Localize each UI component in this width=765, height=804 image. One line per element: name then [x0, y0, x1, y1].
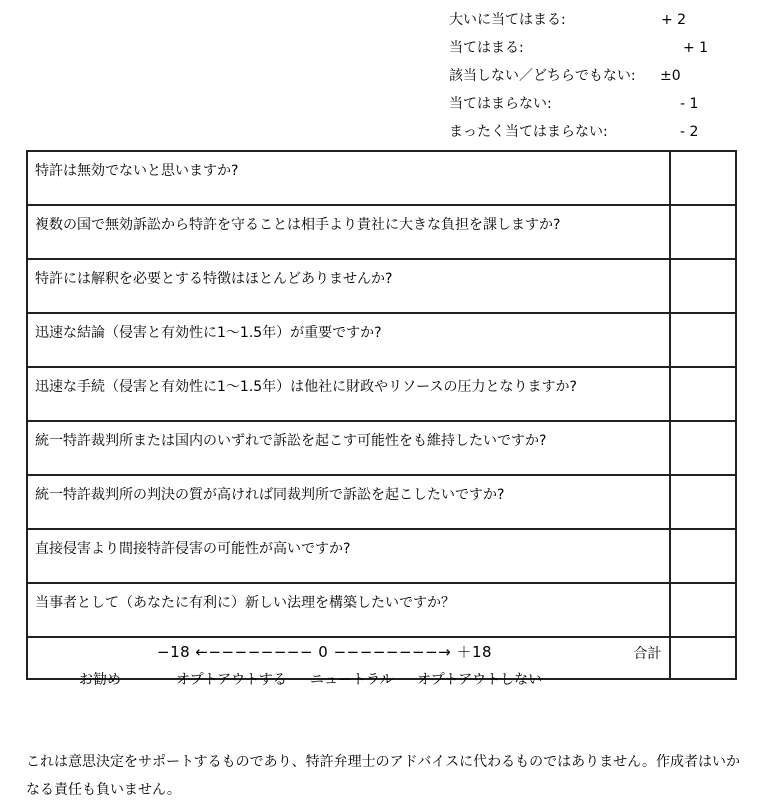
legend-label: 当てはまる: [449, 40, 524, 56]
score-cell[interactable] [670, 151, 736, 205]
question-text: 特許は無効でないと思いますか? [27, 151, 670, 205]
legend-value: + 1 [683, 40, 709, 56]
question-text: 迅速な結論（侵害と有効性に1～1.5年）が重要ですか? [27, 313, 670, 367]
table-row [27, 205, 736, 259]
legend-value: - 1 [680, 96, 699, 112]
opt-out-label: オプトアウトする [176, 672, 287, 688]
question-text: 統一特許裁判所または国内のいずれで訴訟を起こす可能性をも維持したいですか? [27, 421, 670, 475]
legend-value: ±0 [660, 68, 681, 84]
legend-label: 大いに当てはまる: [449, 12, 566, 28]
score-cell[interactable] [670, 583, 736, 637]
question-text: 直接侵害より間接特許侵害の可能性が高いですか? [27, 529, 670, 583]
total-label: 合計 [27, 637, 670, 679]
legend-label: 該当しない／どちらでもない: [449, 68, 636, 84]
score-cell[interactable] [670, 205, 736, 259]
no-opt-out-label: オプトアウトしない [417, 672, 543, 688]
score-cell[interactable] [670, 475, 736, 529]
score-cell[interactable] [670, 421, 736, 475]
table-row [27, 475, 736, 529]
recommendation-label: お勧め [79, 672, 121, 688]
scale-axis: −18 ←−−−−−−−− 0 −−−−−−−−→ ＋18 [157, 643, 493, 661]
neutral-label: ニュートラル [310, 672, 394, 688]
table-row [27, 421, 736, 475]
question-text: 複数の国で無効訴訟から特許を守ることは相手より貴社に大きな負担を課しますか? [27, 205, 670, 259]
disclaimer: これは意思決定をサポートするものであり、特許弁理士のアドバイスに代わるものではありません。作成者はいかなる責任も負いません。 [26, 754, 740, 798]
score-cell[interactable] [670, 313, 736, 367]
question-text: 迅速な手続（侵害と有効性に1～1.5年）は他社に財政やリソースの圧力となりますか? [27, 367, 670, 421]
legend-value: - 2 [680, 124, 699, 140]
table-row [27, 529, 736, 583]
legend-value: + 2 [661, 12, 687, 28]
score-cell[interactable] [670, 529, 736, 583]
table-row [27, 367, 736, 421]
table-row [27, 151, 736, 205]
questionnaire-table [26, 150, 737, 680]
total-score-cell[interactable] [670, 637, 736, 679]
question-text: 統一特許裁判所の判決の質が高ければ同裁判所で訴訟を起こしたいですか? [27, 475, 670, 529]
question-text: 当事者として（あなたに有利に）新しい法理を構築したいですか？ [27, 583, 670, 637]
table-row [27, 583, 736, 637]
score-cell[interactable] [670, 259, 736, 313]
legend-label: まったく当てはまらない: [449, 124, 608, 140]
table-row [27, 313, 736, 367]
legend-label: 当てはまらない: [449, 96, 552, 112]
table-row [27, 259, 736, 313]
score-cell[interactable] [670, 367, 736, 421]
question-text: 特許には解釈を必要とする特徴はほとんどありませんか? [27, 259, 670, 313]
